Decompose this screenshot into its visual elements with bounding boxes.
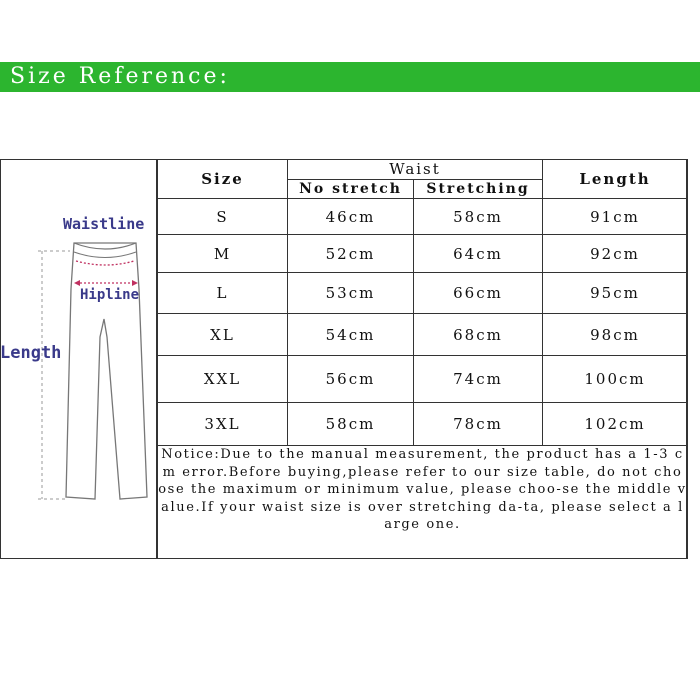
waistband-line [74, 243, 136, 249]
no-stretch-cell: 52cm [288, 235, 414, 273]
hipline-label: Hipline [80, 287, 140, 303]
size-reference-banner [0, 62, 700, 92]
length-cell: 92cm [543, 235, 688, 273]
size-cell: M [158, 235, 288, 273]
size-cell: S [158, 199, 288, 235]
stretching-cell: 74cm [414, 356, 543, 403]
length-cell: 91cm [543, 199, 688, 235]
table-row [158, 356, 688, 403]
size-table [157, 159, 688, 559]
banner-title: Size Reference: [10, 64, 230, 89]
table-row [158, 403, 688, 446]
stretching-cell: 64cm [414, 235, 543, 273]
length-label: Length [0, 343, 62, 363]
length-cell: 95cm [543, 273, 688, 314]
table-row [158, 273, 688, 314]
no-stretch-cell: 56cm [288, 356, 414, 403]
length-cell: 98cm [543, 314, 688, 356]
hip-arrow-right-icon [132, 280, 138, 286]
stretching-cell: 66cm [414, 273, 543, 314]
length-column-header: Length [543, 160, 688, 199]
no-stretch-cell: 46cm [288, 199, 414, 235]
table-header-row [158, 160, 688, 180]
no-stretch-cell: 58cm [288, 403, 414, 446]
pants-diagram [0, 159, 157, 559]
size-cell: 3XL [158, 403, 288, 446]
hip-arrow-left-icon [74, 280, 80, 286]
notice-row [158, 446, 688, 559]
notice-text: Notice:Due to the manual measurement, the product has a 1-3 cm error.Before buying,please refer to our size table, do not choose the maximum or minimum value, please choo-se the middle value.If your waist size is over stretching da-ta, please select a large one. [158, 446, 688, 559]
table-row [158, 314, 688, 356]
stretching-header: Stretching [414, 180, 543, 199]
table-row [158, 199, 688, 235]
stretching-cell: 58cm [414, 199, 543, 235]
waist-column-header: Waist [288, 160, 543, 180]
waist-measure-arrow [76, 261, 134, 265]
size-column-header: Size [158, 160, 288, 199]
table-row [158, 235, 688, 273]
size-cell: L [158, 273, 288, 314]
length-cell: 102cm [543, 403, 688, 446]
length-cell: 100cm [543, 356, 688, 403]
no-stretch-header: No stretch [288, 180, 414, 199]
stretching-cell: 78cm [414, 403, 543, 446]
no-stretch-cell: 53cm [288, 273, 414, 314]
stretching-cell: 68cm [414, 314, 543, 356]
waistband-inner-line [74, 252, 136, 258]
waistline-label: Waistline [63, 215, 145, 233]
size-cell: XL [158, 314, 288, 356]
size-cell: XXL [158, 356, 288, 403]
no-stretch-cell: 54cm [288, 314, 414, 356]
